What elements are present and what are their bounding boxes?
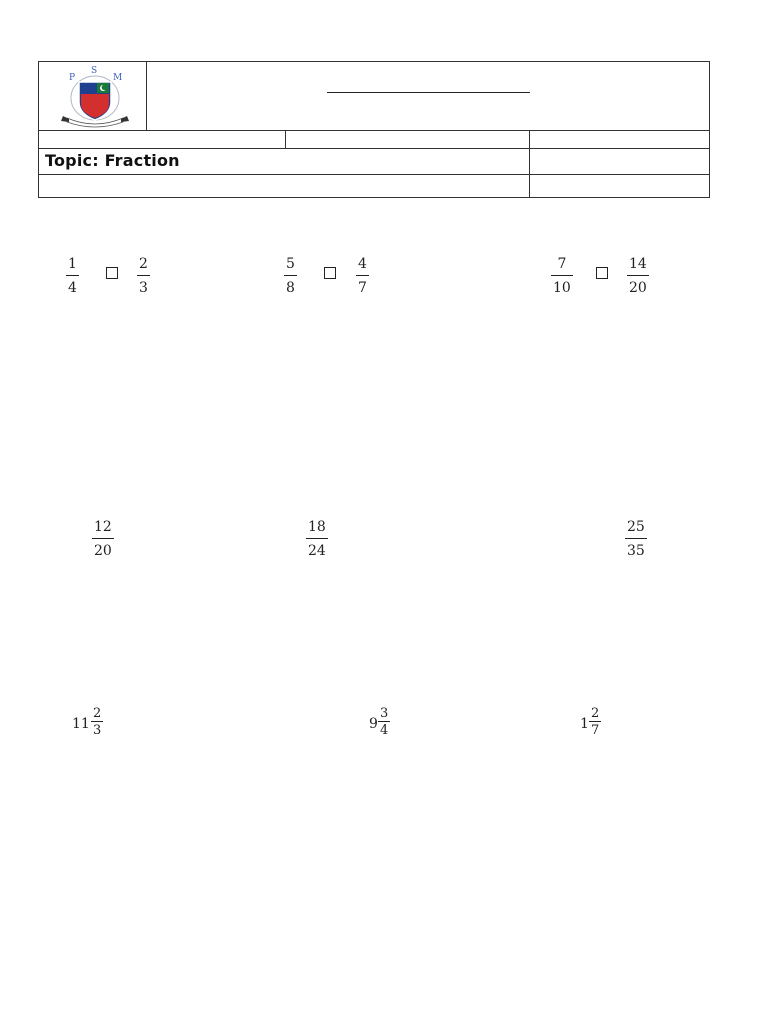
compare-2-right-fraction [356, 256, 369, 296]
denominator: 24 [308, 543, 326, 560]
fraction-bar [137, 275, 150, 276]
mixed-1-fraction [91, 707, 103, 737]
compare-3-left-fraction [551, 256, 573, 296]
worksheet-header [38, 61, 710, 198]
numerator: 3 [380, 706, 389, 721]
numerator: 7 [557, 256, 567, 272]
fraction-bar [284, 275, 297, 276]
compare-2-answer-box[interactable] [324, 267, 336, 279]
numerator: 18 [308, 519, 326, 535]
mixed-2-fraction [378, 707, 390, 737]
denominator: 4 [68, 280, 77, 297]
numerator: 2 [139, 256, 148, 272]
numerator: 14 [629, 256, 647, 272]
denominator: 20 [94, 543, 112, 560]
compare-1-right-fraction [137, 256, 150, 296]
denominator: 7 [591, 723, 600, 739]
mixed-1-whole: 11 [72, 716, 90, 732]
fraction-bar [589, 721, 601, 722]
compare-3-answer-box[interactable] [596, 267, 608, 279]
fraction-bar [66, 275, 79, 276]
fraction-bar [92, 538, 114, 539]
logo-letter-s: S [91, 66, 98, 76]
compare-1-answer-box[interactable] [106, 267, 118, 279]
denominator: 20 [629, 280, 647, 297]
simplify-3-fraction [625, 519, 647, 559]
simplify-2-fraction [306, 519, 328, 559]
mixed-3-fraction [589, 707, 601, 737]
fraction-bar [627, 275, 649, 276]
header-row-line-1 [39, 130, 709, 131]
header-row-line-3 [39, 174, 709, 175]
numerator: 4 [358, 256, 367, 272]
compare-3-right-fraction [627, 256, 649, 296]
numerator: 2 [93, 706, 102, 721]
fraction-bar [378, 721, 390, 722]
numerator: 12 [94, 519, 112, 535]
denominator: 10 [553, 280, 571, 297]
numerator: 25 [627, 519, 645, 535]
fraction-bar [625, 538, 647, 539]
header-row-line-2 [39, 148, 709, 149]
numerator: 5 [286, 256, 295, 272]
topic-label: Topic: Fraction [45, 151, 180, 170]
logo-cell-divider [146, 62, 147, 130]
school-logo [47, 64, 143, 128]
logo-letter-p: P [69, 73, 76, 83]
denominator: 7 [358, 280, 367, 297]
numerator: 1 [68, 256, 77, 272]
compare-1-left-fraction [66, 256, 79, 296]
fraction-bar [356, 275, 369, 276]
fraction-bar [91, 721, 103, 722]
denominator: 35 [627, 543, 645, 560]
mixed-2-whole: 9 [369, 716, 378, 732]
header-col-divider-1 [285, 130, 286, 148]
denominator: 4 [380, 723, 389, 739]
simplify-1-fraction [92, 519, 114, 559]
title-blank-line [327, 92, 530, 93]
logo-letter-m: M [113, 73, 123, 83]
compare-2-left-fraction [284, 256, 297, 296]
numerator: 2 [591, 706, 600, 721]
denominator: 8 [286, 280, 295, 297]
fraction-bar [306, 538, 328, 539]
mixed-3-whole: 1 [580, 716, 589, 732]
header-col-divider-2 [529, 130, 530, 198]
denominator: 3 [93, 723, 102, 739]
denominator: 3 [139, 280, 148, 297]
fraction-bar [551, 275, 573, 276]
